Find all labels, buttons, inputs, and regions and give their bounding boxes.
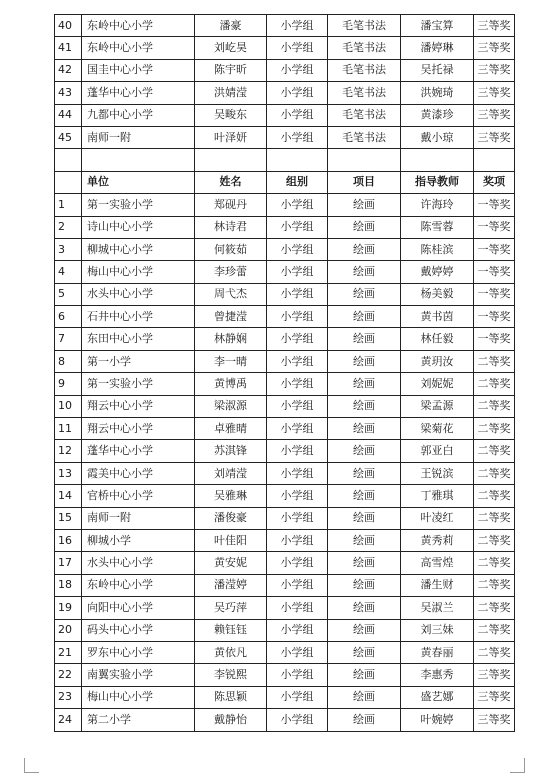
school-cell: 水头中心小学 <box>82 552 195 574</box>
student-name-cell: 黄安妮 <box>195 552 267 574</box>
instructor-cell: 潘婷琳 <box>401 37 474 59</box>
school-cell: 南师一附 <box>82 126 195 148</box>
group-cell: 小学组 <box>267 574 328 596</box>
student-name-cell: 郑砚丹 <box>195 194 267 216</box>
award-cell: 二等奖 <box>474 440 515 462</box>
instructor-cell: 黄漆珍 <box>401 104 474 126</box>
table-row <box>55 709 515 731</box>
award-cell: 二等奖 <box>474 574 515 596</box>
row-number-cell: 5 <box>55 283 82 305</box>
group-cell: 小学组 <box>267 373 328 395</box>
row-number-cell: 17 <box>55 552 82 574</box>
school-cell: 蓬华中心小学 <box>82 440 195 462</box>
category-cell: 绘画 <box>328 485 401 507</box>
category-cell: 绘画 <box>328 641 401 663</box>
school-cell: 东岭中心小学 <box>82 574 195 596</box>
student-name-cell: 林诗君 <box>195 216 267 238</box>
award-cell: 三等奖 <box>474 82 515 104</box>
award-cell: 三等奖 <box>474 664 515 686</box>
instructor-cell: 潘生财 <box>401 574 474 596</box>
award-cell: 二等奖 <box>474 529 515 551</box>
table-row <box>55 619 515 641</box>
instructor-cell: 吴托禄 <box>401 59 474 81</box>
table-row <box>55 126 515 148</box>
school-cell: 南翼实验小学 <box>82 664 195 686</box>
award-cell: 二等奖 <box>474 395 515 417</box>
category-cell: 绘画 <box>328 395 401 417</box>
award-cell: 三等奖 <box>474 126 515 148</box>
category-cell: 毛笔书法 <box>328 126 401 148</box>
instructor-cell: 高雪煌 <box>401 552 474 574</box>
row-number-cell: 9 <box>55 373 82 395</box>
table-row <box>55 597 515 619</box>
group-cell: 小学组 <box>267 619 328 641</box>
table-row <box>55 283 515 305</box>
school-cell: 柳城中心小学 <box>82 238 195 260</box>
student-name-cell: 吴雅琳 <box>195 485 267 507</box>
column-header-category: 项目 <box>328 171 401 193</box>
group-cell: 小学组 <box>267 328 328 350</box>
row-number-cell: 44 <box>55 104 82 126</box>
instructor-cell: 梁菊花 <box>401 418 474 440</box>
instructor-cell: 黄秀莉 <box>401 529 474 551</box>
row-number-cell: 2 <box>55 216 82 238</box>
group-cell: 小学组 <box>267 462 328 484</box>
award-cell: 一等奖 <box>474 238 515 260</box>
group-cell: 小学组 <box>267 664 328 686</box>
award-cell: 一等奖 <box>474 216 515 238</box>
row-number-cell: 6 <box>55 306 82 328</box>
school-cell: 东岭中心小学 <box>82 37 195 59</box>
category-cell: 绘画 <box>328 507 401 529</box>
instructor-cell: 黄春丽 <box>401 641 474 663</box>
student-name-cell: 陈宇昕 <box>195 59 267 81</box>
school-cell: 梅山中心小学 <box>82 686 195 708</box>
table-row <box>55 350 515 372</box>
award-cell: 二等奖 <box>474 418 515 440</box>
row-number-cell: 14 <box>55 485 82 507</box>
student-name-cell: 叶佳阳 <box>195 529 267 551</box>
row-number-cell: 20 <box>55 619 82 641</box>
instructor-cell: 刘妮妮 <box>401 373 474 395</box>
group-cell: 小学组 <box>267 306 328 328</box>
school-cell <box>82 149 195 171</box>
award-cell: 三等奖 <box>474 15 515 37</box>
instructor-cell: 王锐滨 <box>401 462 474 484</box>
row-number-cell: 22 <box>55 664 82 686</box>
school-cell: 国圭中心小学 <box>82 59 195 81</box>
row-number-cell: 4 <box>55 261 82 283</box>
student-name-cell: 曾捷滢 <box>195 306 267 328</box>
school-cell: 罗东中心小学 <box>82 641 195 663</box>
row-number-cell: 45 <box>55 126 82 148</box>
student-name-cell: 陈思颖 <box>195 686 267 708</box>
student-name-cell: 潘俊豪 <box>195 507 267 529</box>
crop-mark-bottom-left <box>24 758 39 773</box>
school-cell: 第二小学 <box>82 709 195 731</box>
row-number-cell: 43 <box>55 82 82 104</box>
instructor-cell: 郭亚白 <box>401 440 474 462</box>
header-blank-cell <box>55 171 82 193</box>
blank-row <box>55 149 515 171</box>
table-row <box>55 37 515 59</box>
award-cell: 二等奖 <box>474 597 515 619</box>
instructor-cell: 叶婉婷 <box>401 709 474 731</box>
instructor-cell: 黄玥汝 <box>401 350 474 372</box>
category-cell: 绘画 <box>328 619 401 641</box>
table-row <box>55 507 515 529</box>
student-name-cell: 周弋杰 <box>195 283 267 305</box>
group-cell: 小学组 <box>267 59 328 81</box>
category-cell: 绘画 <box>328 261 401 283</box>
table-row <box>55 485 515 507</box>
group-cell: 小学组 <box>267 440 328 462</box>
award-cell: 一等奖 <box>474 283 515 305</box>
group-cell: 小学组 <box>267 37 328 59</box>
student-name-cell: 黄博禹 <box>195 373 267 395</box>
instructor-cell: 叶凌红 <box>401 507 474 529</box>
award-cell: 一等奖 <box>474 328 515 350</box>
school-cell: 石井中心小学 <box>82 306 195 328</box>
student-name-cell: 戴静怡 <box>195 709 267 731</box>
table-row <box>55 82 515 104</box>
group-cell: 小学组 <box>267 126 328 148</box>
award-cell: 三等奖 <box>474 709 515 731</box>
school-cell: 东田中心小学 <box>82 328 195 350</box>
column-header-student-name: 姓名 <box>195 171 267 193</box>
category-cell: 绘画 <box>328 328 401 350</box>
school-cell: 东岭中心小学 <box>82 15 195 37</box>
school-cell: 霞美中心小学 <box>82 462 195 484</box>
school-cell: 翔云中心小学 <box>82 395 195 417</box>
table-row <box>55 328 515 350</box>
table-row <box>55 552 515 574</box>
instructor-cell: 陈桂滨 <box>401 238 474 260</box>
row-number-cell: 3 <box>55 238 82 260</box>
student-name-cell: 苏淇锋 <box>195 440 267 462</box>
instructor-cell: 许海玲 <box>401 194 474 216</box>
row-number-cell: 13 <box>55 462 82 484</box>
category-cell: 绘画 <box>328 306 401 328</box>
instructor-cell: 林任毅 <box>401 328 474 350</box>
category-cell: 毛笔书法 <box>328 82 401 104</box>
student-name-cell: 卓雅晴 <box>195 418 267 440</box>
group-cell: 小学组 <box>267 485 328 507</box>
instructor-cell: 李惠秀 <box>401 664 474 686</box>
group-cell: 小学组 <box>267 507 328 529</box>
category-cell: 绘画 <box>328 194 401 216</box>
row-number-cell: 42 <box>55 59 82 81</box>
category-cell: 毛笔书法 <box>328 59 401 81</box>
school-cell: 向阳中心小学 <box>82 597 195 619</box>
school-cell: 南师一附 <box>82 507 195 529</box>
header-row <box>55 171 515 193</box>
instructor-cell: 盛艺娜 <box>401 686 474 708</box>
school-cell: 第一实验小学 <box>82 373 195 395</box>
student-name-cell: 潘豪 <box>195 15 267 37</box>
student-name-cell: 何筱茹 <box>195 238 267 260</box>
row-number-cell: 1 <box>55 194 82 216</box>
column-header-group: 组别 <box>267 171 328 193</box>
instructor-cell: 潘宝算 <box>401 15 474 37</box>
award-cell: 三等奖 <box>474 686 515 708</box>
row-number-cell: 15 <box>55 507 82 529</box>
row-number-cell: 41 <box>55 37 82 59</box>
category-cell <box>328 149 401 171</box>
category-cell: 绘画 <box>328 283 401 305</box>
instructor-cell: 丁雅琪 <box>401 485 474 507</box>
row-number-cell: 19 <box>55 597 82 619</box>
group-cell: 小学组 <box>267 283 328 305</box>
category-cell: 绘画 <box>328 350 401 372</box>
table-row <box>55 664 515 686</box>
column-header-instructor: 指导教师 <box>401 171 474 193</box>
row-number-cell: 7 <box>55 328 82 350</box>
school-cell: 诗山中心小学 <box>82 216 195 238</box>
student-name-cell: 林静娴 <box>195 328 267 350</box>
instructor-cell: 戴婷婷 <box>401 261 474 283</box>
group-cell: 小学组 <box>267 350 328 372</box>
award-cell: 一等奖 <box>474 261 515 283</box>
student-name-cell: 潘滢婷 <box>195 574 267 596</box>
category-cell: 绘画 <box>328 664 401 686</box>
crop-mark-bottom-right <box>510 758 525 773</box>
category-cell: 毛笔书法 <box>328 104 401 126</box>
category-cell: 绘画 <box>328 373 401 395</box>
school-cell: 柳城小学 <box>82 529 195 551</box>
category-cell: 绘画 <box>328 709 401 731</box>
category-cell: 绘画 <box>328 216 401 238</box>
school-cell: 梅山中心小学 <box>82 261 195 283</box>
student-name-cell: 梁淑源 <box>195 395 267 417</box>
school-cell: 水头中心小学 <box>82 283 195 305</box>
award-cell: 三等奖 <box>474 37 515 59</box>
table-row <box>55 373 515 395</box>
award-cell: 二等奖 <box>474 619 515 641</box>
school-cell: 官桥中心小学 <box>82 485 195 507</box>
student-name-cell: 吴畯东 <box>195 104 267 126</box>
award-cell: 二等奖 <box>474 485 515 507</box>
table-row <box>55 216 515 238</box>
student-name-cell: 李一晴 <box>195 350 267 372</box>
instructor-cell <box>401 149 474 171</box>
row-number-cell: 11 <box>55 418 82 440</box>
row-number-cell: 23 <box>55 686 82 708</box>
award-cell: 三等奖 <box>474 59 515 81</box>
row-number-cell: 24 <box>55 709 82 731</box>
school-cell: 第一小学 <box>82 350 195 372</box>
group-cell: 小学组 <box>267 529 328 551</box>
group-cell: 小学组 <box>267 641 328 663</box>
table-row <box>55 104 515 126</box>
group-cell: 小学组 <box>267 194 328 216</box>
category-cell: 绘画 <box>328 597 401 619</box>
group-cell: 小学组 <box>267 15 328 37</box>
award-cell <box>474 149 515 171</box>
school-cell: 九都中心小学 <box>82 104 195 126</box>
category-cell: 毛笔书法 <box>328 37 401 59</box>
category-cell: 绘画 <box>328 552 401 574</box>
row-number-cell: 12 <box>55 440 82 462</box>
category-cell: 绘画 <box>328 238 401 260</box>
instructor-cell: 陈雪蓉 <box>401 216 474 238</box>
row-number-cell: 10 <box>55 395 82 417</box>
column-header-award: 奖项 <box>474 171 515 193</box>
student-name-cell: 赖钰钰 <box>195 619 267 641</box>
group-cell: 小学组 <box>267 261 328 283</box>
category-cell: 绘画 <box>328 440 401 462</box>
instructor-cell: 杨美毅 <box>401 283 474 305</box>
student-name-cell: 黄依凡 <box>195 641 267 663</box>
category-cell: 绘画 <box>328 418 401 440</box>
table-row <box>55 686 515 708</box>
instructor-cell: 梁孟源 <box>401 395 474 417</box>
instructor-cell: 黄书茵 <box>401 306 474 328</box>
table-row <box>55 462 515 484</box>
table-row <box>55 261 515 283</box>
award-cell: 二等奖 <box>474 641 515 663</box>
table-row <box>55 306 515 328</box>
row-number-cell <box>55 149 82 171</box>
instructor-cell: 戴小琼 <box>401 126 474 148</box>
table-row <box>55 395 515 417</box>
group-cell: 小学组 <box>267 597 328 619</box>
student-name-cell: 刘靖滢 <box>195 462 267 484</box>
group-cell: 小学组 <box>267 395 328 417</box>
group-cell: 小学组 <box>267 104 328 126</box>
row-number-cell: 16 <box>55 529 82 551</box>
award-cell: 一等奖 <box>474 306 515 328</box>
table-row <box>55 529 515 551</box>
instructor-cell: 刘三妹 <box>401 619 474 641</box>
group-cell: 小学组 <box>267 709 328 731</box>
student-name-cell: 叶泽妍 <box>195 126 267 148</box>
award-cell: 二等奖 <box>474 462 515 484</box>
school-cell: 第一实验小学 <box>82 194 195 216</box>
award-cell: 三等奖 <box>474 104 515 126</box>
school-cell: 码头中心小学 <box>82 619 195 641</box>
student-name-cell: 刘屹昊 <box>195 37 267 59</box>
table-row <box>55 194 515 216</box>
awards-table <box>54 14 515 732</box>
school-cell: 翔云中心小学 <box>82 418 195 440</box>
instructor-cell: 洪婉琦 <box>401 82 474 104</box>
group-cell <box>267 149 328 171</box>
award-cell: 二等奖 <box>474 350 515 372</box>
row-number-cell: 21 <box>55 641 82 663</box>
school-cell: 蓬华中心小学 <box>82 82 195 104</box>
table-row <box>55 238 515 260</box>
group-cell: 小学组 <box>267 238 328 260</box>
group-cell: 小学组 <box>267 216 328 238</box>
group-cell: 小学组 <box>267 552 328 574</box>
award-cell: 二等奖 <box>474 552 515 574</box>
table-row <box>55 574 515 596</box>
category-cell: 绘画 <box>328 462 401 484</box>
student-name-cell: 洪婧滢 <box>195 82 267 104</box>
row-number-cell: 18 <box>55 574 82 596</box>
table-row <box>55 641 515 663</box>
award-cell: 一等奖 <box>474 194 515 216</box>
category-cell: 绘画 <box>328 574 401 596</box>
category-cell: 绘画 <box>328 686 401 708</box>
table-row <box>55 440 515 462</box>
column-header-school: 单位 <box>82 171 195 193</box>
table-row <box>55 15 515 37</box>
group-cell: 小学组 <box>267 686 328 708</box>
table-row <box>55 418 515 440</box>
group-cell: 小学组 <box>267 82 328 104</box>
group-cell: 小学组 <box>267 418 328 440</box>
student-name-cell: 李锐熙 <box>195 664 267 686</box>
student-name-cell: 吴巧萍 <box>195 597 267 619</box>
student-name-cell <box>195 149 267 171</box>
row-number-cell: 8 <box>55 350 82 372</box>
table-row <box>55 59 515 81</box>
award-cell: 二等奖 <box>474 507 515 529</box>
instructor-cell: 吴淑兰 <box>401 597 474 619</box>
award-cell: 二等奖 <box>474 373 515 395</box>
row-number-cell: 40 <box>55 15 82 37</box>
category-cell: 绘画 <box>328 529 401 551</box>
student-name-cell: 李珍蕾 <box>195 261 267 283</box>
category-cell: 毛笔书法 <box>328 15 401 37</box>
